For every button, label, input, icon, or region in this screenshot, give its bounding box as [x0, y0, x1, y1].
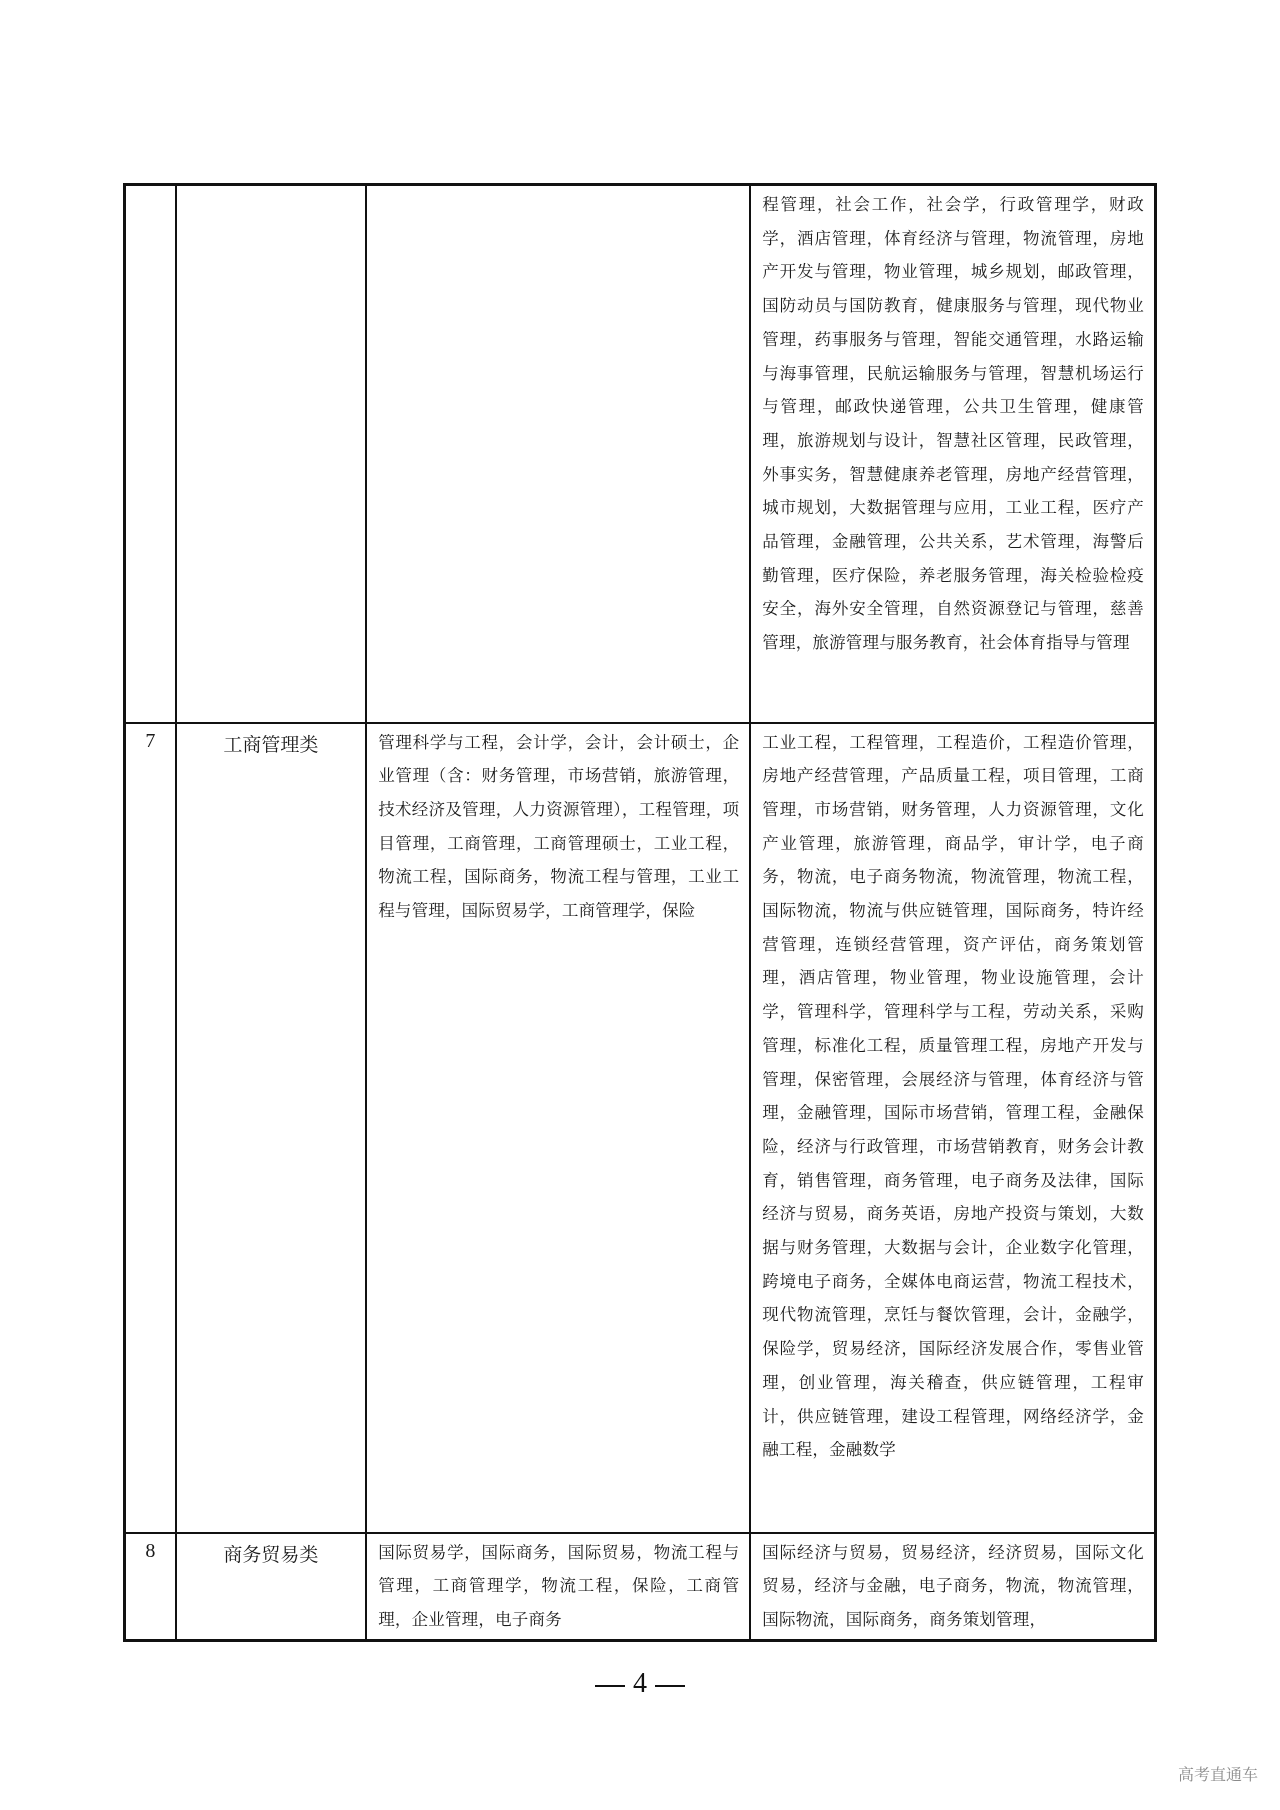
watermark: 高考直通车 — [1177, 1765, 1258, 1784]
row-index: 7 — [125, 723, 176, 1533]
undergraduate-majors: 国际经济与贸易，贸易经济，经济贸易，国际文化贸易，经济与金融，电子商务，物流，物流管理，国际物流，国际商务，商务策划管理， — [750, 1533, 1155, 1641]
category-name — [176, 185, 367, 723]
row-index: 8 — [125, 1533, 176, 1641]
table-row — [125, 185, 1156, 723]
undergraduate-majors: 工业工程，工程管理，工程造价，工程造价管理，房地产经营管理，产品质量工程，项目管理，工商管理，市场营销，财务管理，人力资源管理，文化产业管理，旅游管理，商品学，审计学，电子商务，物流，电子商务物流，物流管理，物流工程，国际物流，物流与供应链管理，国际商务，特许经营管理，连锁经营管理，资产评估，商务策划管理，酒店管理，物业管理，物业设施管理，会计学，管理科学，管理科学与工程，劳动关系，采购管理，标准化工程，质量管理工程，房地产开发与管理，保密管理，会展经济与管理，体育经济与管理，金融管理，国际市场营销，管理工程，金融保险，经济与行政管理，市场营销教育，财务会计教育，销售管理，商务管理，电子商务及法律，国际经济与贸易，商务英语，房地产投资与策划，大数据与财务管理，大数据与会计，企业数字化管理，跨境电子商务，全媒体电商运营，物流工程技术，现代物流管理，烹饪与餐饮管理，会计，金融学，保险学，贸易经济，国际经济发展合作，零售业管理，创业管理，海关稽查，供应链管理，工程审计，供应链管理，建设工程管理，网络经济学，金融工程，金融数学 — [750, 723, 1155, 1533]
category-name: 商务贸易类 — [176, 1533, 367, 1641]
table-row — [125, 1533, 1156, 1641]
major-catalog-table — [123, 183, 1157, 1642]
page-number — [0, 1668, 1280, 1700]
graduate-majors — [366, 185, 750, 723]
undergraduate-majors: 程管理，社会工作，社会学，行政管理学，财政学，酒店管理，体育经济与管理，物流管理，房地产开发与管理，物业管理，城乡规划，邮政管理，国防动员与国防教育，健康服务与管理，现代物业管理，药事服务与管理，智能交通管理，水路运输与海事管理，民航运输服务与管理，智慧机场运行与管理，邮政快递管理，公共卫生管理，健康管理，旅游规划与设计，智慧社区管理，民政管理，外事实务，智慧健康养老管理，房地产经营管理，城市规划，大数据管理与应用，工业工程，医疗产品管理，金融管理，公共关系，艺术管理，海警后勤管理，医疗保险，养老服务管理，海关检验检疫安全，海外安全管理，自然资源登记与管理，慈善管理，旅游管理与服务教育，社会体育指导与管理 — [750, 185, 1155, 723]
dash-left — [595, 1685, 625, 1687]
dash-right — [655, 1685, 685, 1687]
row-index — [125, 185, 176, 723]
category-name: 工商管理类 — [176, 723, 367, 1533]
table-row — [125, 723, 1156, 1533]
page-number-value: 4 — [633, 1668, 647, 1699]
graduate-majors: 国际贸易学，国际商务，国际贸易，物流工程与管理，工商管理学，物流工程，保险，工商管理，企业管理，电子商务 — [366, 1533, 750, 1641]
graduate-majors: 管理科学与工程，会计学，会计，会计硕士，企业管理（含：财务管理，市场营销，旅游管理，技术经济及管理，人力资源管理），工程管理，项目管理，工商管理，工商管理硕士，工业工程，物流工程，国际商务，物流工程与管理，工业工程与管理，国际贸易学，工商管理学，保险 — [366, 723, 750, 1533]
